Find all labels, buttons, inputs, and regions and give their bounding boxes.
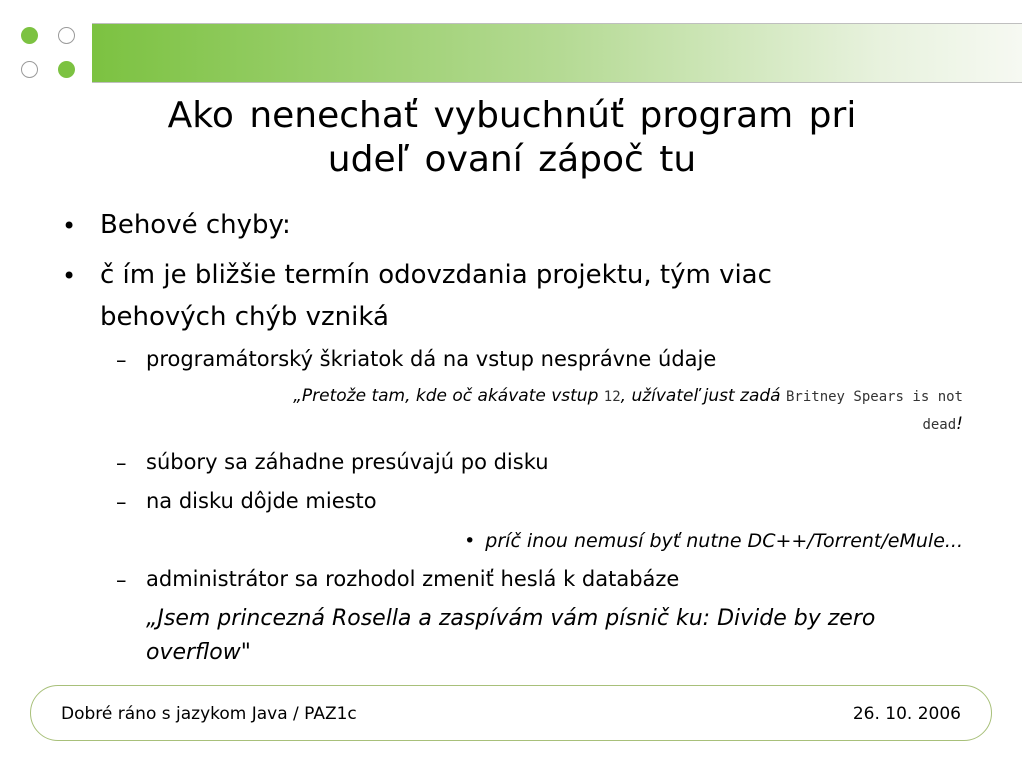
title-line-1: Ako nenechať vybuchnúť program pri <box>167 95 857 136</box>
footer-bar <box>30 685 992 741</box>
corner-dot-empty <box>21 61 38 78</box>
dash-marker: – <box>116 490 127 514</box>
corner-dot-filled <box>21 27 38 44</box>
bullet-marker: • <box>62 212 77 240</box>
quote-text: „Pretože tam, kde oč akávate vstup <box>293 386 604 406</box>
title-line-2: udeľ ovaní zápoč tu <box>327 139 697 180</box>
quote-text: , užívateľ just zadá <box>620 386 786 406</box>
bullet-text-continued: behových chýb vzniká <box>100 302 389 332</box>
quote-line <box>168 386 963 406</box>
slide-title <box>60 94 964 182</box>
bullet-text: Behové chyby: <box>100 210 291 240</box>
sub-item-text: administrátor sa rozhodol zmeniť heslá k databáze <box>146 567 680 591</box>
bullet-marker: • <box>62 262 77 290</box>
sub-sub-item <box>300 530 963 552</box>
quote-line <box>168 414 963 434</box>
sub-item-text: na disku dôjde miesto <box>146 489 377 513</box>
footer-course-title: Dobré ráno s jazykom Java / PAZ1c <box>61 704 357 724</box>
code-text: dead <box>922 417 957 433</box>
footer-date: 26. 10. 2006 <box>852 704 961 724</box>
sub-item-text: programátorský škriatok dá na vstup nesprávne údaje <box>146 347 717 371</box>
dash-marker: – <box>116 568 127 592</box>
header-gradient-bar <box>92 23 1022 83</box>
bullet-marker: • <box>464 530 476 552</box>
sub-sub-item-text: príč inou nemusí byť nutne DC++/Torrent/eMule... <box>485 530 963 552</box>
code-text: 12 <box>603 389 621 405</box>
quote-line: overflow" <box>146 640 251 665</box>
dash-marker: – <box>116 348 127 372</box>
corner-dot-empty <box>58 27 75 44</box>
bullet-text: č ím je bližšie termín odovzdania projektu, tým viac <box>100 260 772 290</box>
code-text: Britney Spears is not <box>785 389 963 405</box>
quote-line: „Jsem princezná Rosella a zaspívám vám písnič ku: Divide by zero <box>146 606 876 631</box>
corner-dot-filled <box>58 61 75 78</box>
dash-marker: – <box>116 451 127 475</box>
quote-text: ! <box>956 414 963 434</box>
sub-item-text: súbory sa záhadne presúvajú po disku <box>146 450 549 474</box>
